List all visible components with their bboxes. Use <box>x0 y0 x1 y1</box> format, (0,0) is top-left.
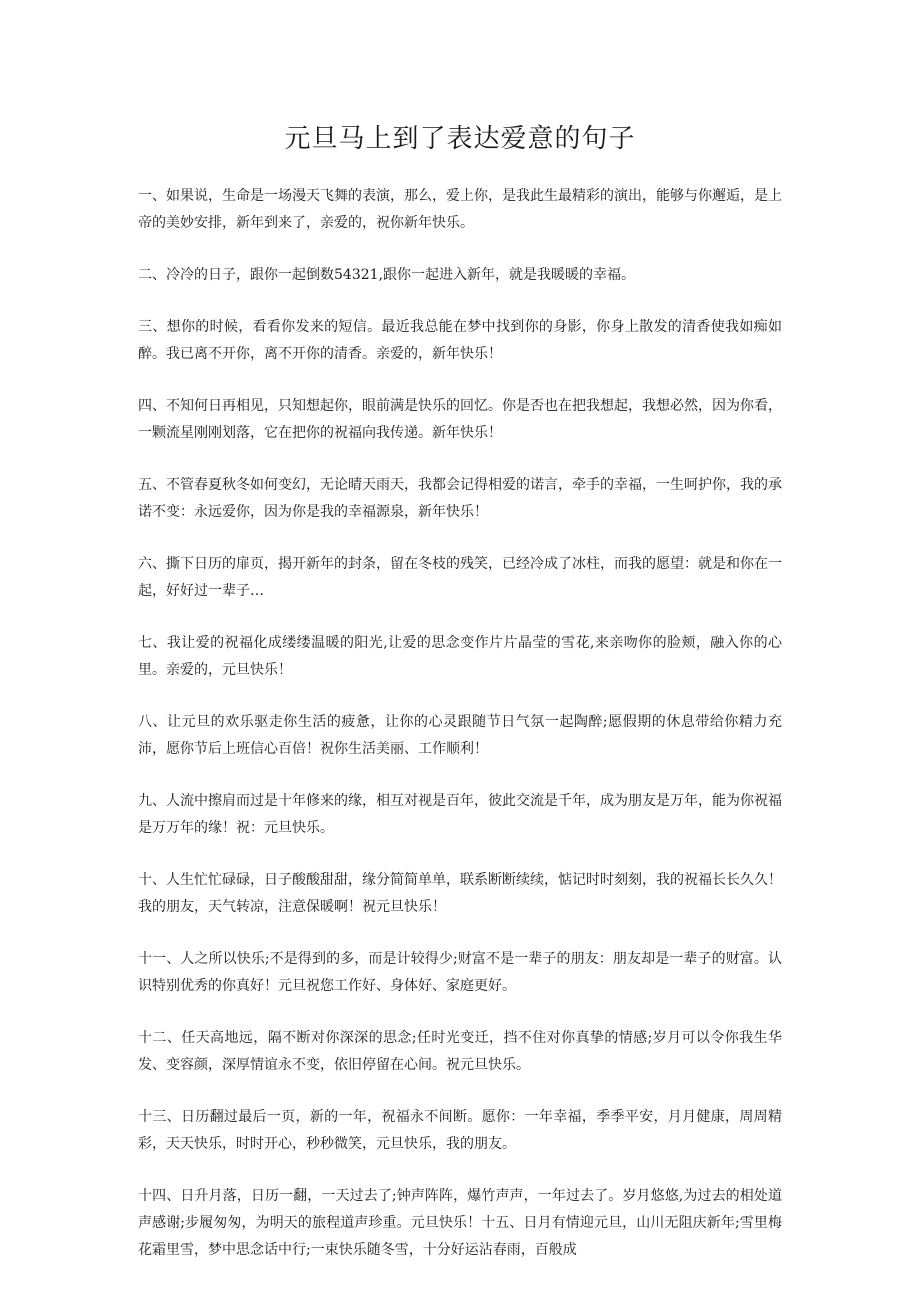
paragraph-10: 十、人生忙忙碌碌，日子酸酸甜甜，缘分简简单单，联系断断续续，惦记时时刻刻，我的祝福长长久久！我的朋友，天气转凉，注意保暖啊！祝元旦快乐！ <box>138 872 782 915</box>
paragraph-11: 十一、人之所以快乐;不是得到的多，而是计较得少;财富不是一辈子的朋友：朋友却是一辈子的财富。认识特别优秀的你真好！元旦祝您工作好、身体好、家庭更好。 <box>138 951 782 994</box>
paragraph-4: 四、不知何日再相见，只知想起你，眼前满是快乐的回忆。你是否也在把我想起，我想必然，因为你看，一颗流星刚刚划落，它在把你的祝福向我传递。新年快乐！ <box>138 398 782 441</box>
paragraph-3: 三、想你的时候，看看你发来的短信。最近我总能在梦中找到你的身影，你身上散发的清香使我如痴如醉。我已离不开你，离不开你的清香。亲爱的，新年快乐！ <box>138 319 782 362</box>
paragraph-12: 十二、任天高地远，隔不断对你深深的思念;任时光变迁，挡不住对你真挚的情感;岁月可以令你我生华发、变容颜，深厚情谊永不变，依旧停留在心间。祝元旦快乐。 <box>138 1030 782 1073</box>
paragraph-9: 九、人流中擦肩而过是十年修来的缘，相互对视是百年，彼此交流是千年，成为朋友是万年，能为你祝福是万万年的缘！祝：元旦快乐。 <box>138 793 782 836</box>
paragraph-14: 十四、日升月落，日历一翻，一天过去了;钟声阵阵，爆竹声声，一年过去了。岁月悠悠,为过去的相处道声感谢;步履匆匆，为明天的旅程道声珍重。元旦快乐！十五、日月有情迎元旦，山川无阻庆新年;雪里梅花霜里雪，梦中思念话中行;一束快乐随冬雪，十分好运沾春雨，百般成 <box>138 1188 782 1258</box>
paragraph-1: 一、如果说，生命是一场漫天飞舞的表演，那么，爱上你，是我此生最精彩的演出，能够与你邂逅，是上帝的美妙安排，新年到来了，亲爱的，祝你新年快乐。 <box>138 188 782 231</box>
document-body <box>138 183 782 1289</box>
paragraph-7: 七、我让爱的祝福化成缕缕温暖的阳光,让爱的思念变作片片晶莹的雪花,来亲吻你的脸颊，融入你的心里。亲爱的，元旦快乐！ <box>138 635 782 678</box>
paragraph-13: 十三、日历翻过最后一页，新的一年，祝福永不间断。愿你：一年幸福，季季平安，月月健康，周周精彩，天天快乐，时时开心，秒秒微笑，元旦快乐，我的朋友。 <box>138 1109 782 1152</box>
document-title: 元旦马上到了表达爱意的句子 <box>284 124 636 154</box>
paragraph-2: 二、冷冷的日子，跟你一起倒数54321,跟你一起进入新年，就是我暖暖的幸福。 <box>138 267 635 283</box>
paragraph-6: 六、撕下日历的扉页，揭开新年的封条，留在冬枝的残笑，已经冷成了冰柱，而我的愿望：就是和你在一起，好好过一辈子… <box>138 556 782 599</box>
paragraph-8: 八、让元旦的欢乐驱走你生活的疲惫，让你的心灵跟随节日气氛一起陶醉;愿假期的休息带给你精力充沛，愿你节后上班信心百倍！祝你生活美丽、工作顺利！ <box>138 714 782 757</box>
paragraph-5: 五、不管春夏秋冬如何变幻，无论晴天雨天，我都会记得相爱的诺言，牵手的幸福，一生呵护你，我的承诺不变：永远爱你，因为你是我的幸福源泉，新年快乐！ <box>138 477 782 520</box>
